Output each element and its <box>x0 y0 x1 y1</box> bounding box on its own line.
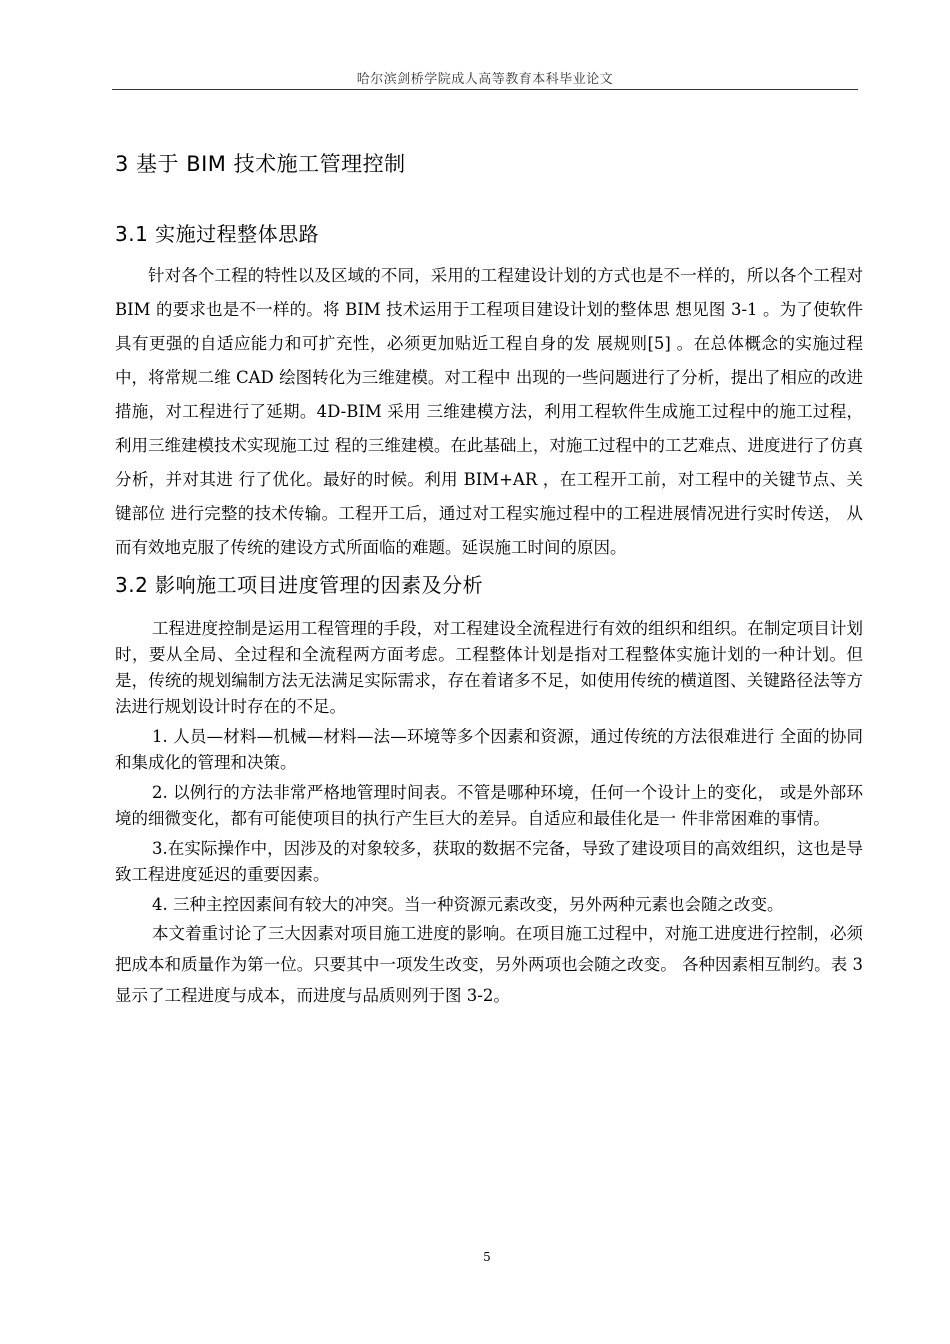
chapter-title: 3 基于 BIM 技术施工管理控制 <box>115 152 406 176</box>
list-item-4: 4. 三种主控因素间有较大的冲突。当一种资源元素改变，另外两种元素也会随之改变。 <box>152 895 784 914</box>
section-3-2-intro: 工程进度控制是运用工程管理的手段，对工程建设全流程进行有效的组织和组织。在制定项目计划时，要从全局、全过程和全流程两方面考虑。工程整体计划是指对工程整体实施计划的一种计划。但是，传统的规划编制方法无法满足实际需求，存在着诸多不足，如使用传统的横道图、关键路径法等方法进行规划设计时存在的不足。 <box>115 619 863 716</box>
list-item-1: 1. 人员—材料—机械—材料—法—环境等多个因素和资源，通过传统的方法很难进行 全面的协同和集成化的管理和决策。 <box>115 727 863 772</box>
section-3-2-title: 3.2 影响施工项目进度管理的因素及分析 <box>115 573 484 597</box>
header-rule <box>112 89 858 90</box>
page-body <box>115 140 863 1011</box>
page-number: 5 <box>483 1250 491 1264</box>
running-header: 哈尔滨剑桥学院成人高等教育本科毕业论文 <box>356 72 614 87</box>
list-item-3: 3.在实际操作中，因涉及的对象较多，获取的数据不完备，导致了建设项目的高效组织，这也是导致工程进度延迟的重要因素。 <box>115 839 863 884</box>
section-3-2-closing: 本文着重讨论了三大因素对项目施工进度的影响。在项目施工过程中，对施工进度进行控制，必须把成本和质量作为第一位。只要其中一项发生改变，另外两项也会随之改变。 各种因素相互制约。表 3 显示了工程进度与成本，而进度与品质则列于图 3-2。 <box>115 924 863 1005</box>
section-3-1-title: 3.1 实施过程整体思路 <box>115 222 320 246</box>
section-3-1-paragraph: 针对各个工程的特性以及区域的不同，采用的工程建设计划的方式也是不一样的，所以各个工程对 BIM 的要求也是不一样的。将 BIM 技术运用于工程项目建设计划的整体思 想见图 3-1 。为了使软件具有更强的自适应能力和可扩充性，必须更加贴近工程自身的发 展规则[5] 。在总体概念的实施过程中，将常规二维 CAD 绘图转化为三维建模。对工程中 出现的一些问题进行了分析，提出了相应的改进措施，对工程进行了延期。4D-BIM 采用 三维建模方法，利用工程软件生成施工过程中的施工过程，利用三维建模技术实现施工过 程的三维建模。在此基础上，对施工过程中的工艺难点、进度进行了仿真分析，并对其进 行了优化。最好的时候。利用 BIM+AR ，在工程开工前，对工程中的关键节点、关键部位 进行完整的技术传输。工程开工后，通过对工程实施过程中的工程进展情况进行实时传送， 从而有效地克服了传统的建设方式所面临的难题。延误施工时间的原因。 <box>115 266 863 557</box>
list-item-2: 2. 以例行的方法非常严格地管理时间表。不管是哪种环境，任何一个设计上的变化， 或是外部环境的细微变化，都有可能使项目的执行产生巨大的差异。自适应和最佳化是一 件非常困难的事情。 <box>115 783 863 828</box>
